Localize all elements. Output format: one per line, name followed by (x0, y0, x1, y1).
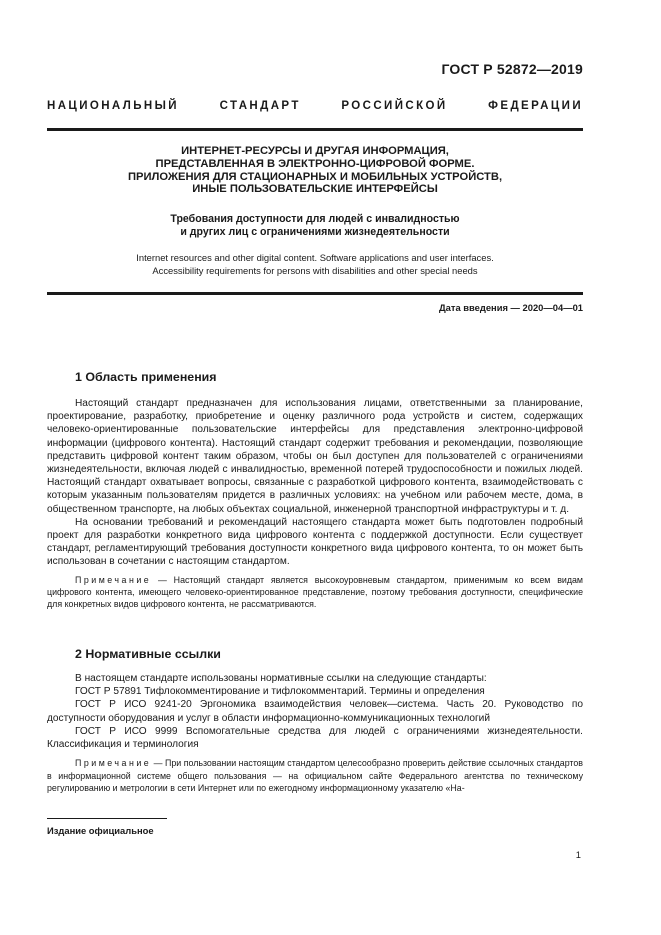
top-divider (47, 128, 583, 131)
note-label: Примечание (75, 758, 152, 769)
title-line: ПРЕДСТАВЛЕННАЯ В ЭЛЕКТРОННО-ЦИФРОВОЙ ФОРМЕ. (155, 157, 475, 170)
page-number: 1 (575, 849, 581, 860)
note (47, 574, 583, 611)
section-heading: 1 Область применения (75, 370, 217, 384)
paragraph: Настоящий стандарт предназначен для использования лицами, ответственными за планирование, проектирование, разработку, приобретение и оценку различного рода устройств и систем, содержащих человеко-ориентированные пользовательские интерфейсы для представления электронно-цифровой информации (цифрового контента). Настоящий стандарт содержит требования и рекомендации, позволяющие представить цифровой контент таким образом, чтобы он был доступен для пользователей с ограничениями жизнедеятельности, включая людей с инвалидностью, временной потерей трудоспособности и пожилых людей. Настоящий стандарт охватывает вопросы, связанные с разработкой цифрового контента, взаимодействовать с которым указанным пользователям придется в различных условиях: на учебном или рабочем месте, дома, в общественном транспорте, на любых объектах социальной, инженерной транспортной инфраструктуры и т. д. (47, 398, 583, 515)
official-edition-label: Издание официальное (47, 825, 154, 836)
title-line: ИНЫЕ ПОЛЬЗОВАТЕЛЬСКИЕ ИНТЕРФЕЙСЫ (192, 183, 438, 196)
document-subtitle (47, 213, 583, 239)
section-normative-references (47, 647, 583, 794)
middle-divider (47, 292, 583, 295)
english-title-line: Internet resources and other digital content. Software applications and user interfaces. (136, 252, 494, 263)
note (47, 757, 583, 794)
footer-divider (47, 818, 167, 819)
reference-item: ГОСТ Р ИСО 9999 Вспомогательные средства для людей с ограничениями жизнедеятельности. Классификация и терминология (47, 725, 583, 751)
introduction-date: Дата введения — 2020—04—01 (438, 302, 583, 313)
english-title (47, 252, 583, 277)
reference-item: ГОСТ Р 57891 Тифлокомментирование и тифлокомментарий. Термины и определения (75, 686, 485, 698)
national-standard-banner: НАЦИОНАЛЬНЫЙ СТАНДАРТ РОССИЙСКОЙ ФЕДЕРАЦИИ (47, 100, 583, 112)
document-number: ГОСТ Р 52872—2019 (441, 61, 583, 77)
paragraph: На основании требований и рекомендаций настоящего стандарта может быть подготовлен подробный проект для разработки конкретного вида цифрового контента с поддержкой доступности. Если существует стандарт, регламентирующий требования доступности конкретного вида цифрового контента, то он может быть использован в сочетании с настоящим стандартом. (47, 516, 583, 568)
document-title (47, 145, 583, 196)
note-text: — Настоящий стандарт является высокоуровневым стандартом, применимым ко всем видам цифрового контента, имеющего человеко-ориентированное представление, поэтому требования доступности, специфические для конкретных видов цифрового контента, не рассматриваются. (47, 574, 583, 610)
section-scope (47, 370, 583, 611)
note-text: — При пользовании настоящим стандартом целесообразно проверить действие ссылочных стандартов в информационной системе общего пользования — на официальном сайте Федерального агентства по техническому регулированию и метрологии в сети Интернет или по ежегодному информационному указателю «На- (47, 758, 583, 794)
note-label: Примечание (75, 574, 152, 585)
paragraph: В настоящем стандарте использованы нормативные ссылки на следующие стандарты: (75, 673, 487, 684)
title-line: ПРИЛОЖЕНИЯ ДЛЯ СТАЦИОНАРНЫХ И МОБИЛЬНЫХ УСТРОЙСТВ, (127, 170, 503, 183)
title-line: ИНТЕРНЕТ-РЕСУРСЫ И ДРУГАЯ ИНФОРМАЦИЯ, (181, 145, 449, 157)
english-title-line: Accessibility requirements for persons with disabilities and other special needs (152, 264, 478, 276)
subtitle-line: Требования доступности для людей с инвалидностью (170, 213, 460, 225)
subtitle-line: и других лиц с ограничениями жизнедеятельности (180, 226, 450, 239)
reference-item: ГОСТ Р ИСО 9241-20 Эргономика взаимодействия человек—система. Часть 20. Руководство по доступности оборудования и услуг в области информационно-коммуникационных технологий (47, 699, 583, 724)
section-heading: 2 Нормативные ссылки (75, 647, 221, 661)
